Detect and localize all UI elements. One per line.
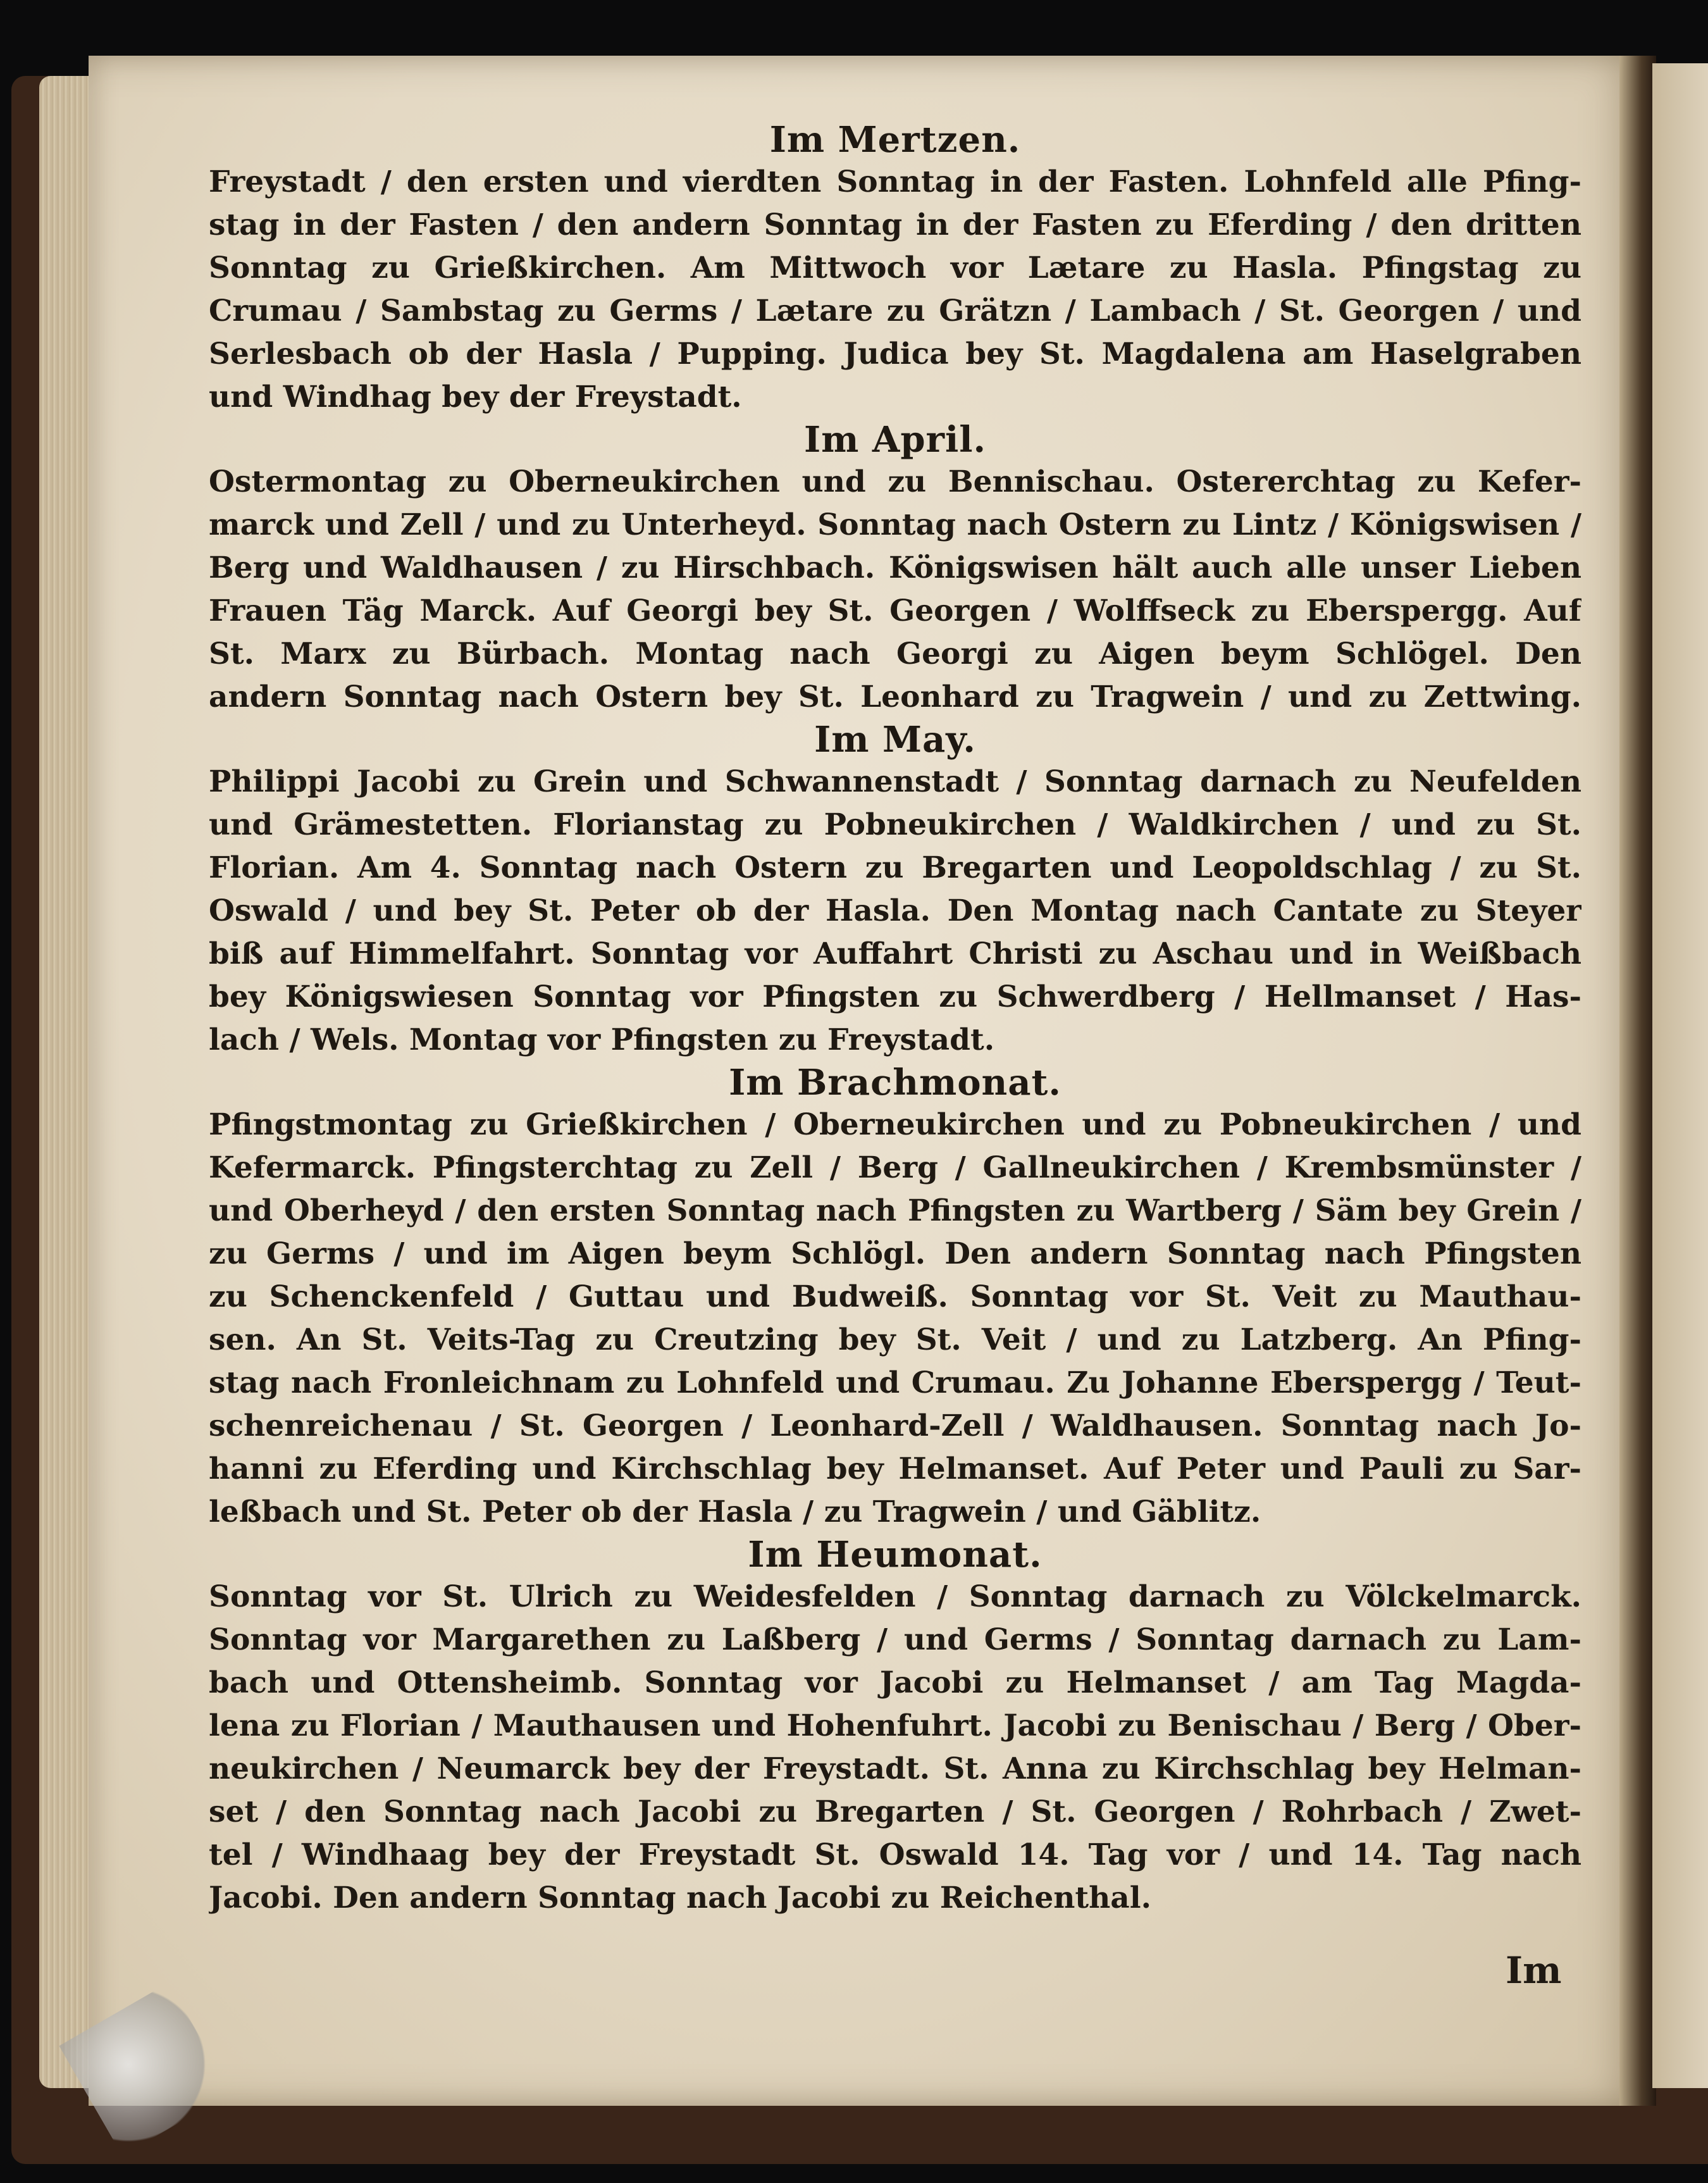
text-line: Sonntag vor Margarethen zu Laßberg / und Germs / Sonntag darnach zu Lam-	[209, 1622, 1581, 1657]
text-line: Pfingstmontag zu Grießkirchen / Oberneukirchen und zu Pobneukirchen / und	[209, 1107, 1581, 1142]
text-line: neukirchen / Neumarck bey der Freystadt. St. Anna zu Kirchschlag bey Helman-	[209, 1751, 1581, 1786]
text-line: Sonntag zu Grießkirchen. Am Mittwoch vor Lætare zu Hasla. Pfingstag zu	[209, 251, 1581, 285]
text-line: marck und Zell / und zu Unterheyd. Sonntag nach Ostern zu Lintz / Königswisen /	[209, 507, 1581, 542]
section-heading-july: Im Heumonat.	[748, 1534, 1043, 1576]
text-line: biß auf Himmelfahrt. Sonntag vor Auffahrt Christi zu Aschau und in Weißbach	[209, 936, 1581, 971]
catchword: Im	[1506, 1949, 1562, 1992]
text-line: Frauen Täg Marck. Auf Georgi bey St. Georgen / Wolffseck zu Eberspergg. Auf	[209, 594, 1581, 628]
text-line: Ostermontag zu Oberneukirchen und zu Bennischau. Ostererchtag zu Kefer-	[209, 464, 1581, 499]
section-heading-march: Im Mertzen.	[769, 119, 1021, 161]
text-line: Jacobi. Den andern Sonntag nach Jacobi zu Reichenthal.	[209, 1881, 1151, 1915]
text-line: lach / Wels. Montag vor Pfingsten zu Freystadt.	[209, 1023, 995, 1057]
section-heading-june: Im Brachmonat.	[729, 1062, 1061, 1104]
text-line: Philippi Jacobi zu Grein und Schwannenstadt / Sonntag darnach zu Neufelden	[209, 764, 1581, 799]
page-text	[209, 119, 1581, 1920]
text-line: leßbach und St. Peter ob der Hasla / zu Tragwein / und Gäblitz.	[209, 1495, 1261, 1529]
text-line: zu Schenckenfeld / Guttau und Budweiß. Sonntag vor St. Veit zu Mauthau-	[209, 1279, 1581, 1314]
section-heading-april: Im April.	[803, 419, 987, 461]
text-line: lena zu Florian / Mauthausen und Hohenfuhrt. Jacobi zu Benischau / Berg / Ober-	[209, 1708, 1581, 1743]
text-line: andern Sonntag nach Ostern bey St. Leonhard zu Tragwein / und zu Zettwing.	[209, 680, 1581, 714]
text-line: hanni zu Eferding und Kirchschlag bey Helmanset. Auf Peter und Pauli zu Sar-	[209, 1452, 1581, 1486]
text-line: Florian. Am 4. Sonntag nach Ostern zu Bregarten und Leopoldschlag / zu St.	[209, 850, 1581, 885]
text-line: St. Marx zu Bürbach. Montag nach Georgi zu Aigen beym Schlögel. Den	[209, 637, 1581, 671]
text-line: Oswald / und bey St. Peter ob der Hasla. Den Montag nach Cantate zu Steyer	[209, 893, 1581, 928]
text-line: und Windhag bey der Freystadt.	[209, 380, 742, 414]
book-gutter	[1619, 56, 1656, 2106]
text-line: sen. An St. Veits-Tag zu Creutzing bey St. Veit / und zu Latzberg. An Pfing-	[209, 1322, 1581, 1357]
facing-page-fragment	[1652, 63, 1708, 2088]
text-line: stag nach Fronleichnam zu Lohnfeld und Crumau. Zu Johanne Eberspergg / Teut-	[209, 1365, 1581, 1400]
text-line: Crumau / Sambstag zu Germs / Lætare zu Grätzn / Lambach / St. Georgen / und	[209, 294, 1581, 328]
text-line: set / den Sonntag nach Jacobi zu Bregarten / St. Georgen / Rohrbach / Zwet-	[209, 1794, 1581, 1829]
text-line: Berg und Waldhausen / zu Hirschbach. Königswisen hält auch alle unser Lieben	[209, 550, 1581, 585]
text-line: Sonntag vor St. Ulrich zu Weidesfelden / Sonntag darnach zu Völckelmarck.	[209, 1579, 1581, 1614]
text-line: und Grämestetten. Florianstag zu Pobneukirchen / Waldkirchen / und zu St.	[209, 807, 1581, 842]
text-line: stag in der Fasten / den andern Sonntag in der Fasten zu Eferding / den dritten	[209, 208, 1581, 242]
text-line: tel / Windhaag bey der Freystadt St. Oswald 14. Tag vor / und 14. Tag nach	[209, 1838, 1581, 1872]
text-line: bach und Ottensheimb. Sonntag vor Jacobi zu Helmanset / am Tag Magda-	[209, 1665, 1581, 1700]
text-line: Kefermarck. Pfingsterchtag zu Zell / Berg / Gallneukirchen / Krembsmünster /	[209, 1150, 1581, 1185]
section-heading-may: Im May.	[814, 719, 976, 761]
text-line: bey Königswiesen Sonntag vor Pfingsten zu Schwerdberg / Hellmanset / Has-	[209, 980, 1581, 1014]
text-line: schenreichenau / St. Georgen / Leonhard-Zell / Waldhausen. Sonntag nach Jo-	[209, 1409, 1581, 1443]
text-line: Serlesbach ob der Hasla / Pupping. Judica bey St. Magdalena am Haselgraben	[209, 337, 1581, 371]
text-line: zu Germs / und im Aigen beym Schlögl. Den andern Sonntag nach Pfingsten	[209, 1236, 1581, 1271]
text-line: Freystadt / den ersten und vierdten Sonntag in der Fasten. Lohnfeld alle Pfing-	[209, 165, 1581, 199]
text-line: und Oberheyd / den ersten Sonntag nach Pfingsten zu Wartberg / Säm bey Grein /	[209, 1193, 1581, 1228]
